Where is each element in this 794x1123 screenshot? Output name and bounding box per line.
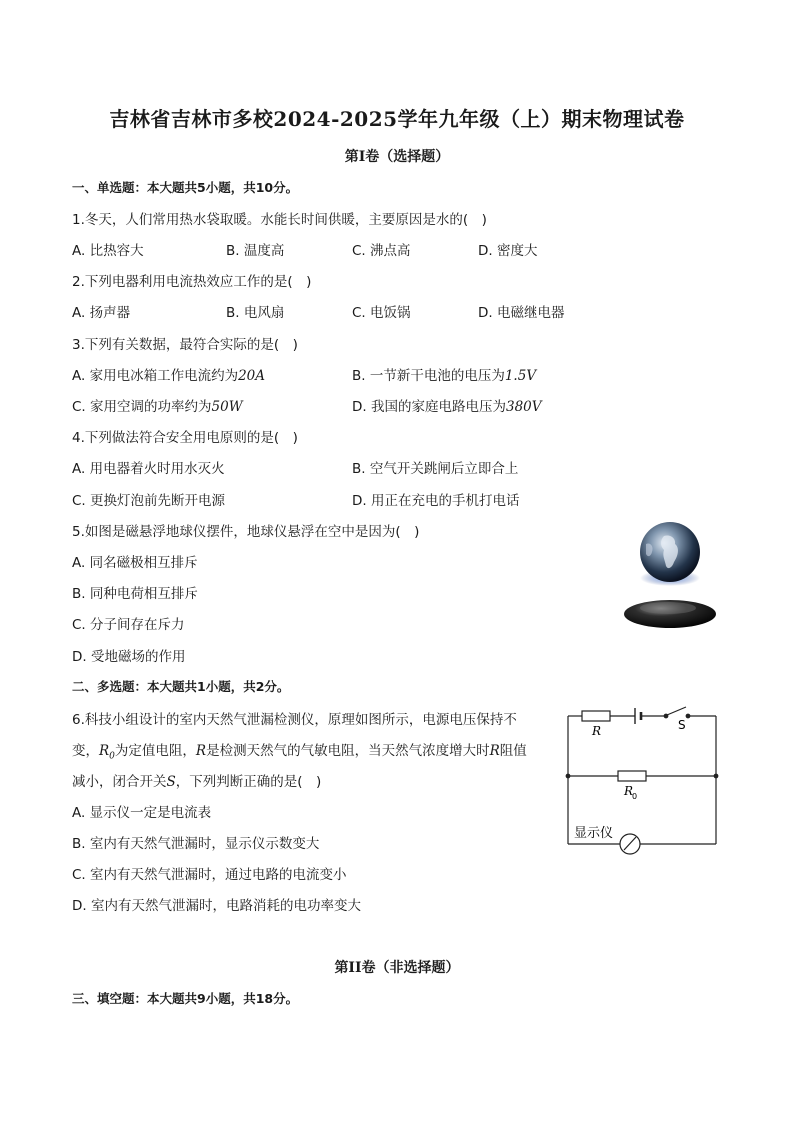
q3-option-d-value: 380V (505, 399, 542, 415)
q5-option-d: D. 受地磁场的作用 (72, 649, 186, 665)
section2-heading: 二、多选题：本大题共1小题，共2分。 (72, 679, 290, 694)
exam-title: 吉林省吉林市多校2024-2025学年九年级（上）期末物理试卷 (109, 107, 685, 131)
q2-option-a: A. 扬声器 (72, 305, 131, 321)
q3-option-d (352, 395, 542, 415)
q4-option-a: A. 用电器着火时用水灭火 (72, 461, 225, 477)
switch-s (667, 707, 686, 715)
q3-option-b-text: B. 一节新干电池的电压为 (352, 368, 505, 384)
label-r: R (592, 724, 602, 738)
part2-title: 第II卷（非选择题） (334, 960, 460, 976)
q6-symbol-r0: $R_0$ (99, 743, 115, 762)
q1-option-c: C. 沸点高 (352, 243, 411, 259)
q4-option-c: C. 更换灯泡前先断开电源 (72, 493, 226, 509)
q2-option-c: C. 电饭锅 (352, 305, 411, 321)
label-s: S (678, 718, 686, 732)
q1-stem: 1.冬天，人们常用热水袋取暖。水能长时间供暖，主要原因是水的( ) (72, 212, 487, 228)
q2-stem: 2.下列电器利用电流热效应工作的是( ) (72, 274, 312, 290)
part1-title: 第I卷（选择题） (344, 149, 450, 165)
q6-line2-part-c: 是检测天然气的气敏电阻，当天然气浓度增大时 (206, 743, 490, 759)
q6-symbol-r-2: R (489, 743, 500, 759)
q6-symbol-s: S (166, 774, 176, 790)
q3-option-b-value: 1.5V (504, 368, 537, 384)
q1-option-d: D. 密度大 (478, 243, 538, 259)
junction-right (714, 774, 719, 779)
q6-line2 (72, 739, 527, 762)
q3-option-a-value: 20A (238, 368, 266, 384)
q4-stem: 4.下列做法符合安全用电原则的是( ) (72, 430, 298, 446)
q1-option-a: A. 比热容大 (72, 243, 144, 259)
q5-stem: 5.如图是磁悬浮地球仪摆件，地球仪悬浮在空中是因为( ) (72, 524, 420, 540)
q6-option-d: D. 室内有天然气泄漏时，电路消耗的电功率变大 (72, 898, 361, 914)
q6-symbol-r: R (195, 743, 207, 759)
q6-option-a: A. 显示仪一定是电流表 (72, 805, 212, 821)
resistor-r0 (618, 771, 646, 781)
label-r0: R (624, 784, 634, 798)
q2-option-d: D. 电磁继电器 (478, 305, 565, 321)
maglev-globe-image (618, 522, 724, 632)
q3-option-c (72, 395, 243, 415)
q1-option-b: B. 温度高 (226, 243, 285, 259)
q5-option-a: A. 同名磁极相互排斥 (72, 555, 198, 571)
switch-contact-right (686, 714, 690, 718)
q3-option-c-text: C. 家用空调的功率约为 (72, 399, 212, 415)
q6-line2-part-d: 阻值 (499, 743, 527, 759)
q6-line3-part-a: 减小，闭合开关 (72, 774, 167, 790)
q2-option-b: B. 电风扇 (226, 305, 285, 321)
q3-stem: 3.下列有关数据，最符合实际的是( ) (72, 337, 298, 353)
q3-option-c-value: 50W (211, 399, 243, 415)
q3-option-d-text: D. 我国的家庭电路电压为 (352, 399, 506, 415)
section1-heading: 一、单选题：本大题共5小题，共10分。 (72, 180, 299, 195)
q5-option-b: B. 同种电荷相互排斥 (72, 586, 198, 602)
label-r0-subscript: 0 (632, 792, 638, 801)
section3-heading: 三、填空题：本大题共9小题，共18分。 (72, 991, 299, 1006)
junction-left (566, 774, 571, 779)
q6-option-b: B. 室内有天然气泄漏时，显示仪示数变大 (72, 836, 320, 852)
q3-option-a (72, 364, 265, 384)
q6-option-c: C. 室内有天然气泄漏时，通过电路的电流变小 (72, 867, 347, 883)
q6-line2-part-a: 变， (72, 743, 99, 759)
q4-option-d: D. 用正在充电的手机打电话 (352, 493, 520, 509)
q5-option-c: C. 分子间存在斥力 (72, 617, 185, 633)
circuit-diagram (560, 702, 726, 858)
q6-line1: 6.科技小组设计的室内天然气泄漏检测仪，原理如图所示，电源电压保持不 (72, 712, 517, 728)
resistor-r (582, 711, 610, 721)
q3-option-a-text: A. 家用电冰箱工作电流约为 (72, 368, 239, 384)
q3-option-b (352, 364, 536, 384)
q6-line3 (72, 770, 321, 790)
label-meter: 显示仪 (574, 826, 614, 841)
q6-line2-part-b: 为定值电阻， (114, 743, 196, 759)
q4-option-b: B. 空气开关跳闸后立即合上 (352, 461, 519, 477)
q6-line3-part-b: ，下列判断正确的是( ) (175, 774, 322, 790)
